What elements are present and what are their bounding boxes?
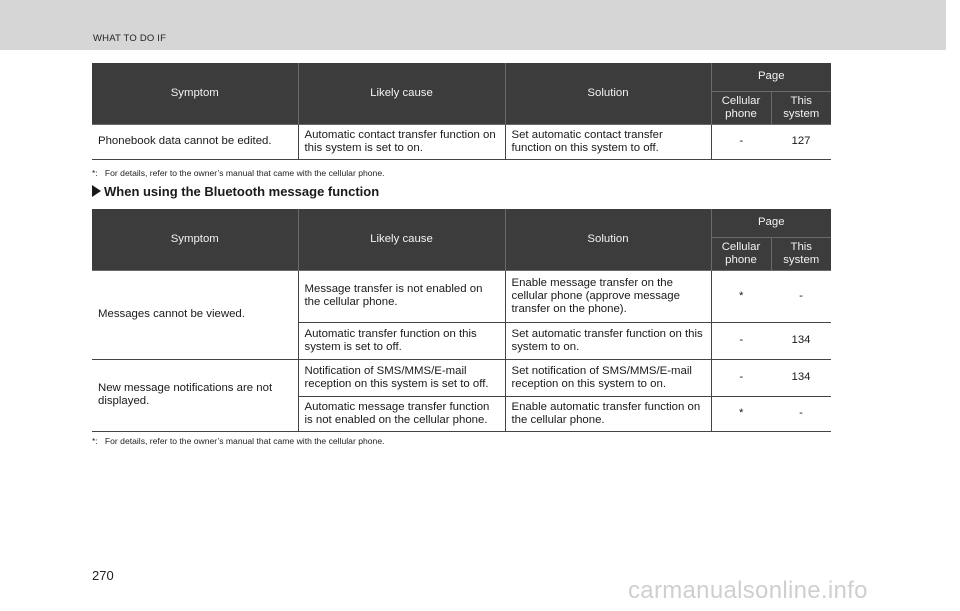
- header-cellular-phone: Cellular phone: [711, 237, 771, 270]
- phonebook-troubleshooting-table: [92, 63, 831, 160]
- system-page-cell: -: [771, 270, 831, 322]
- header-page: Page: [711, 209, 831, 237]
- symptom-cell: New message notifications are not displayed.: [92, 359, 298, 431]
- system-page-cell: 134: [771, 359, 831, 396]
- section-heading-text: When using the Bluetooth message function: [104, 184, 380, 199]
- header-solution: Solution: [505, 209, 711, 270]
- header-this-system: This system: [771, 91, 831, 124]
- header-likely-cause: Likely cause: [298, 209, 505, 270]
- cause-cell: Message transfer is not enabled on the cellular phone.: [298, 270, 505, 322]
- solution-cell: Set automatic contact transfer function on this system to off.: [505, 124, 711, 159]
- watermark: carmanualsonline.info: [628, 577, 868, 604]
- system-page-cell: 134: [771, 322, 831, 359]
- header-this-system: This system: [771, 237, 831, 270]
- section-title: WHAT TO DO IF: [93, 33, 167, 44]
- header-page: Page: [711, 63, 831, 91]
- section-heading: [92, 184, 379, 199]
- table-row: [92, 124, 831, 159]
- cellular-page-cell: *: [711, 396, 771, 431]
- cellular-page-cell: -: [711, 359, 771, 396]
- table-row: [92, 270, 831, 322]
- system-page-cell: 127: [771, 124, 831, 159]
- header-symptom: Symptom: [92, 209, 298, 270]
- solution-cell: Enable message transfer on the cellular phone (approve message transfer on the phone).: [505, 270, 711, 322]
- cause-cell: Automatic transfer function on this system is set to off.: [298, 322, 505, 359]
- cellular-page-cell: -: [711, 124, 771, 159]
- table-row: [92, 359, 831, 396]
- solution-cell: Set automatic transfer function on this system to on.: [505, 322, 711, 359]
- footnote: *: For details, refer to the owner’s manual that came with the cellular phone.: [92, 436, 385, 446]
- page-number: 270: [92, 568, 114, 583]
- symptom-cell: Phonebook data cannot be edited.: [92, 124, 298, 159]
- cause-cell: Automatic contact transfer function on this system is set to on.: [298, 124, 505, 159]
- header-cellular-phone: Cellular phone: [711, 91, 771, 124]
- symptom-cell: Messages cannot be viewed.: [92, 270, 298, 359]
- header-solution: Solution: [505, 63, 711, 124]
- header-likely-cause: Likely cause: [298, 63, 505, 124]
- header-symptom: Symptom: [92, 63, 298, 124]
- cellular-page-cell: -: [711, 322, 771, 359]
- cause-cell: Automatic message transfer function is not enabled on the cellular phone.: [298, 396, 505, 431]
- message-troubleshooting-table: [92, 209, 831, 432]
- solution-cell: Enable automatic transfer function on the cellular phone.: [505, 396, 711, 431]
- cause-cell: Notification of SMS/MMS/E-mail reception on this system is set to off.: [298, 359, 505, 396]
- footnote: *: For details, refer to the owner’s manual that came with the cellular phone.: [92, 168, 385, 178]
- solution-cell: Set notification of SMS/MMS/E-mail reception on this system to on.: [505, 359, 711, 396]
- cellular-page-cell: *: [711, 270, 771, 322]
- system-page-cell: -: [771, 396, 831, 431]
- arrow-right-icon: [92, 185, 101, 197]
